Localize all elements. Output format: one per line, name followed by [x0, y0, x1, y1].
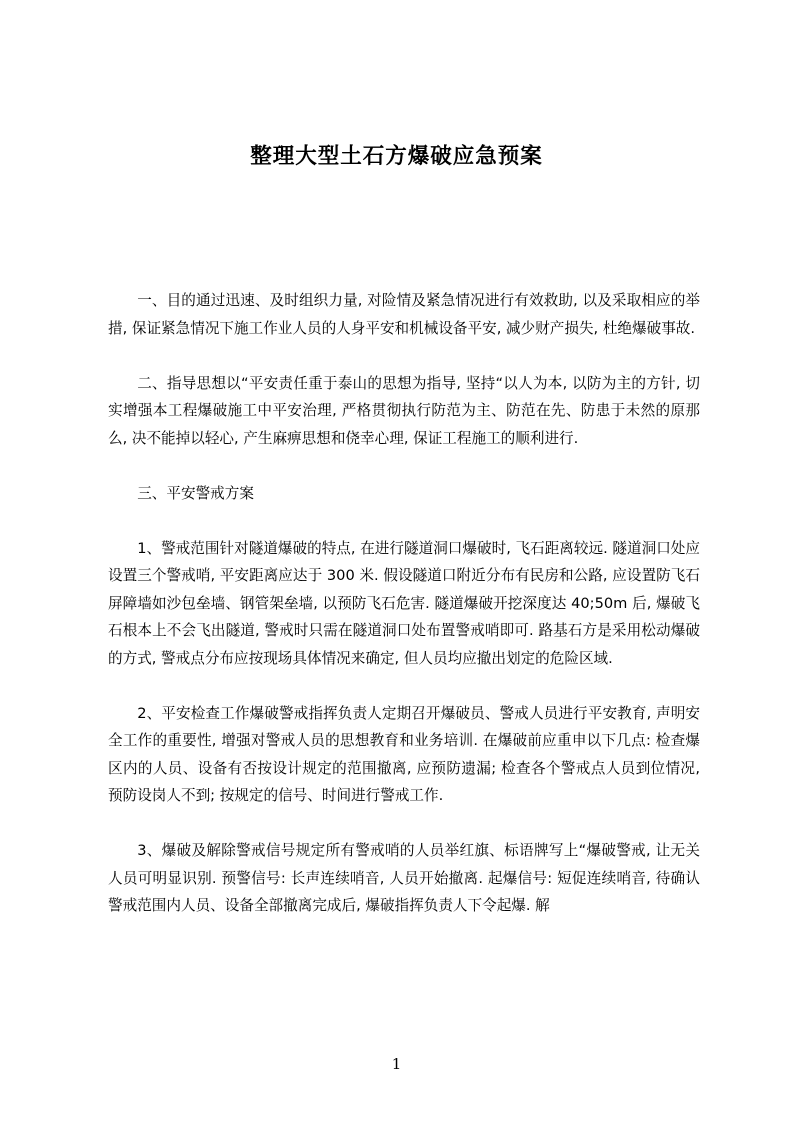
section-heading-safety-plan: 三、平安警戒方案 — [137, 484, 254, 502]
page-number: 1 — [391, 1055, 402, 1073]
paragraph-warning-range: 1、警戒范围针对隧道爆破的特点, 在进行隧道洞口爆破时, 飞石距离较远. 隧道洞口处应设置三个警戒哨, 平安距离应达于 300 米. 假设隧道口附近分布有民房和公路, 应设置防飞石屏障墙如沙包垒墙、钢管架垒墙, 以预防飞石危害. 隧道爆破开挖深度达 40;50m 后, 爆破飞石根本上不会飞出隧道, 警戒时只需在隧道洞口处布置警戒哨即可. 路基石方是采用松动爆破的方式, 警戒点分布应按现场具体情况来确定, 但人员均应撤出划定的危险区域. — [108, 539, 700, 667]
document-title: 整理大型土石方爆破应急预案 — [250, 144, 543, 169]
paragraph-safety-check: 2、平安检查工作爆破警戒指挥负责人定期召开爆破员、警戒人员进行平安教育, 声明安全工作的重要性, 增强对警戒人员的思想教育和业务培训. 在爆破前应重申以下几点: 检查爆区内的人员、设备有否按设计规定的范围撤离, 应预防遗漏; 检查各个警戒点人员到位情况, 预防设岗人不到; 按规定的信号、时间进行警戒工作. — [108, 704, 700, 804]
paragraph-guiding-thought: 二、指导思想以“平安责任重于泰山的思想为指导, 坚持“以人为本, 以防为主的方针, 切实增强本工程爆破施工中平安治理, 严格贯彻执行防范为主、防范在先、防患于未然的原那么, 决不能掉以轻心, 产生麻痹思想和侥幸心理, 保证工程施工的顺利进行. — [108, 374, 700, 447]
paragraph-purpose: 一、目的通过迅速、及时组织力量, 对险情及紧急情况进行有效救助, 以及采取相应的举措, 保证紧急情况下施工作业人员的人身平安和机械设备平安, 减少财产损失, 杜绝爆破事故. — [108, 292, 700, 337]
paragraph-signals: 3、爆破及解除警戒信号规定所有警戒哨的人员举红旗、标语牌写上“爆破警戒, 让无关人员可明显识别. 预警信号: 长声连续哨音, 人员开始撤离. 起爆信号: 短促连续哨音, 待确认警戒范围内人员、设备全部撤离完成后, 爆破指挥负责人下令起爆. 解 — [108, 842, 700, 914]
document-body — [108, 287, 700, 947]
